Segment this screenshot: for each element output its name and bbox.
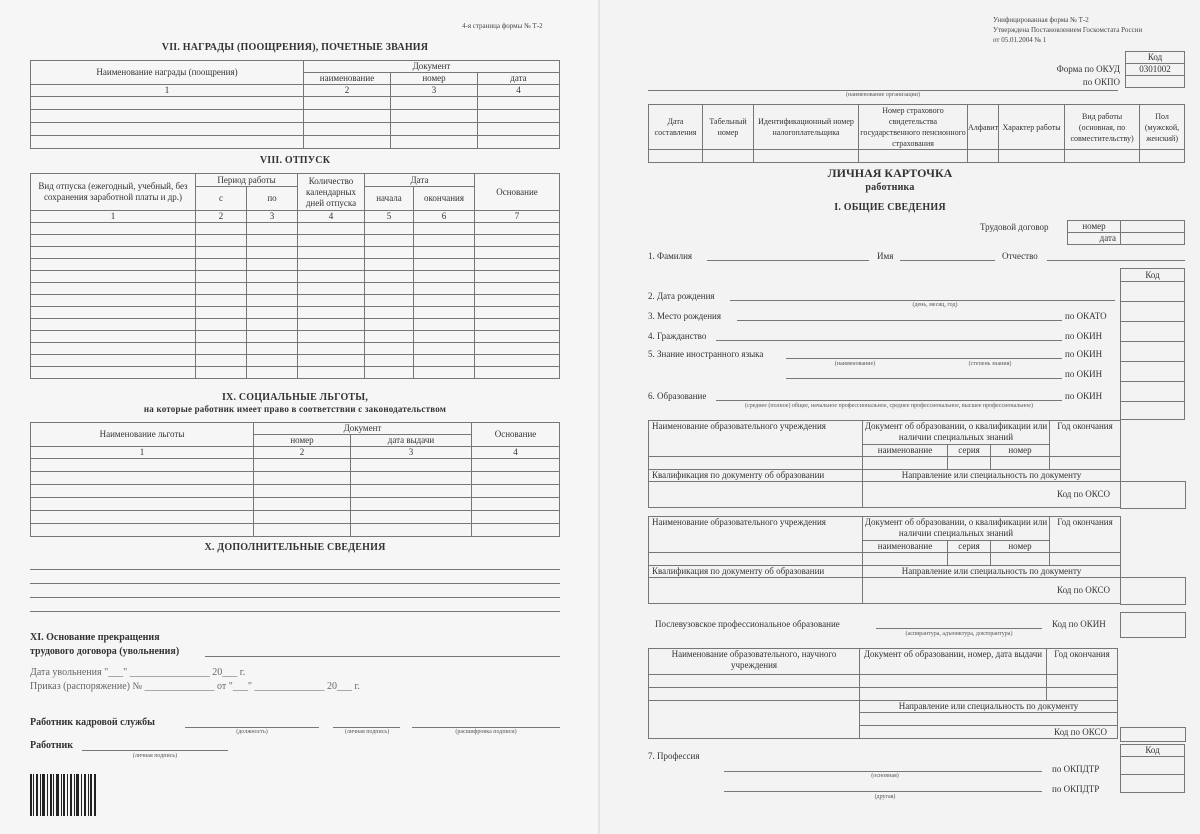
profession-other-caption: (другая) (874, 794, 896, 800)
okpdtr-label-1: по ОКПДТР (1052, 764, 1100, 774)
hr-signature-field[interactable] (333, 727, 400, 728)
birth-place-label: 3. Место рождения (648, 311, 722, 321)
okin-label-language-2: по ОКИН (1065, 369, 1103, 379)
science-table: Наименование образовательного, научного учреждения Документ об образовании, номер, дата выдачи Год окончания Направление или специальность по документу Код по ОКСО (648, 648, 1185, 739)
header-line-1: Унифицированная форма № Т-2 (993, 16, 1089, 24)
header-line-3: от 05.01.2004 № 1 (993, 36, 1047, 44)
section-9-subtitle: на которые работник имеет право в соответствии с законодательством (143, 404, 447, 414)
okso-code-1[interactable] (1120, 481, 1186, 509)
profession-code-column (1120, 744, 1185, 793)
worker-label: Работник (30, 740, 74, 751)
citizenship-label: 4. Гражданство (648, 331, 707, 341)
okud-value: 0301002 (1126, 64, 1185, 76)
table-row[interactable] (31, 355, 560, 367)
table-row[interactable] (31, 223, 560, 235)
num-3: 3 (391, 85, 478, 97)
col-doc-name: наименование (304, 73, 391, 85)
col-basis: Основание (475, 174, 560, 211)
postgrad-okin-code[interactable] (1120, 612, 1186, 638)
okpo-value[interactable] (1126, 76, 1185, 88)
education-table-2: Наименование образовательного учреждения Документ об образовании, о квалификации или наличии специальных знаний Год окончания наименование серия номер Квалификация по документу об образовании Направление или специальность по документу Код по ОКСО (648, 516, 1185, 604)
contract-date-value[interactable] (1121, 233, 1185, 245)
birth-place-field[interactable] (737, 320, 1062, 321)
contract-table (1067, 220, 1185, 245)
extra-line[interactable] (30, 569, 560, 570)
table-row[interactable] (31, 343, 560, 355)
col-benefit-name: Наименование льготы (31, 423, 254, 447)
benefits-table: Наименование льготы Документ Основание номер дата выдачи 1 2 3 4 (30, 422, 560, 537)
language-caption-level: (степень знания) (968, 361, 1012, 367)
surname-label: 1. Фамилия (648, 251, 693, 261)
table-row[interactable] (31, 331, 560, 343)
profession-code-header: Код (1121, 745, 1185, 757)
patronymic-label: Отчество (1002, 251, 1038, 261)
table-row[interactable] (31, 97, 560, 110)
table-row[interactable] (31, 524, 560, 537)
hr-label: Работник кадровой службы (30, 717, 155, 728)
code-header: Код (1121, 269, 1185, 282)
okin-label-language: по ОКИН (1065, 349, 1103, 359)
table-row[interactable] (649, 553, 1186, 566)
col-end: окончания (414, 187, 475, 211)
table-row[interactable] (649, 150, 1185, 163)
card-title: ЛИЧНАЯ КАРТОЧКА (827, 166, 953, 180)
table-row[interactable] (31, 367, 560, 379)
code-label: Код (1126, 52, 1185, 64)
table-row[interactable] (31, 247, 560, 259)
table-row[interactable] (31, 511, 560, 524)
section-7-title: VII. НАГРАДЫ (ПООЩРЕНИЯ), ПОЧЕТНЫЕ ЗВАНИЯ (161, 42, 429, 53)
caption-position: (должность) (236, 729, 268, 735)
col-basis: Основание (472, 423, 560, 447)
section-11-title-2: трудового договора (увольнения) (30, 646, 180, 657)
postgrad-caption: (аспирантура, адъюнктура, докторантура) (905, 631, 1013, 637)
table-row[interactable] (31, 283, 560, 295)
vacation-table: Вид отпуска (ежегодный, учебный, без сохранения заработной платы и др.) Период работы Количество календарных дней отпуска Дата Основание с по начала окончания 1 2 3 4 5 6 7 (30, 173, 560, 379)
okato-label: по ОКАТО (1065, 311, 1107, 321)
table-row[interactable] (31, 459, 560, 472)
col-number: номер (254, 435, 351, 447)
col-start: начала (365, 187, 414, 211)
col-document: Документ (304, 61, 560, 73)
order-number[interactable]: Приказ (распоряжение) № ______________ от "___" ______________ 20___ г. (30, 681, 360, 692)
birth-date-field[interactable] (730, 300, 1115, 301)
card-header-table: Дата составления Табельный номер Идентификационный номер налогоплательщика Номер страхового свидетельства государственного пенсионного страхования Алфавит Характер работы Вид работы (основная, по совместительству) Пол (мужской, женский) (648, 104, 1185, 163)
table-row[interactable] (31, 319, 560, 331)
postgrad-label: Послевузовское профессиональное образование (655, 619, 840, 629)
citizenship-field[interactable] (716, 340, 1062, 341)
postgrad-okin-label: Код по ОКИН (1052, 619, 1106, 629)
birth-date-caption: (день, месяц, год) (912, 302, 958, 308)
dismissal-date[interactable]: Дата увольнения "___" ________________ 20___ г. (30, 667, 246, 678)
education-table-1: Наименование образовательного учреждения Документ об образовании, о квалификации или наличии специальных знаний Год окончания наименование серия номер Квалификация по документу об образовании Направление или специальность по документу Код по ОКСО (648, 420, 1185, 508)
col-from: с (196, 187, 247, 211)
profession-other-field[interactable] (724, 791, 1042, 792)
col-date: Дата (365, 174, 475, 187)
okso-code-3[interactable] (1120, 727, 1186, 742)
personal-code-column (1120, 268, 1185, 420)
col-days: Количество календарных дней отпуска (298, 174, 365, 211)
table-row[interactable] (31, 485, 560, 498)
num-1: 1 (31, 85, 304, 97)
dismissal-basis-field[interactable] (205, 656, 560, 657)
education-field[interactable] (716, 400, 1062, 401)
language-caption-name: (наименование) (834, 361, 876, 367)
col-to: по (247, 187, 298, 211)
contract-label: Трудовой договор (980, 222, 1049, 232)
table-row[interactable] (31, 307, 560, 319)
extra-line[interactable] (30, 611, 560, 612)
name-label: Имя (877, 251, 894, 261)
surname-field[interactable] (707, 260, 869, 261)
okin-label-education: по ОКИН (1065, 391, 1103, 401)
table-row[interactable] (31, 123, 560, 136)
worker-signature-field[interactable] (82, 750, 228, 751)
table-row[interactable] (31, 271, 560, 283)
caption-signature: (личная подпись) (344, 729, 390, 735)
table-row[interactable] (649, 688, 1186, 701)
table-row[interactable] (31, 136, 560, 149)
table-row[interactable] (649, 675, 1186, 688)
education-caption: (среднее (полное) общее, начальное профессиональное, среднее профессиональное, высшее профессиональное) (745, 403, 1033, 409)
contract-date-label: дата (1068, 233, 1121, 245)
card-subtitle: работника (865, 182, 915, 193)
caption-decoding: (расшифровка подписи) (455, 729, 517, 735)
table-row[interactable] (31, 295, 560, 307)
organization-field[interactable] (648, 90, 1118, 91)
table-row[interactable] (31, 498, 560, 511)
table-row[interactable] (31, 110, 560, 123)
profession-main-field[interactable] (724, 771, 1042, 772)
birth-date-label: 2. Дата рождения (648, 291, 715, 301)
patronymic-field[interactable] (1047, 260, 1185, 261)
col-doc-date: дата (478, 73, 560, 85)
hr-decoding-field[interactable] (412, 727, 560, 728)
header-line-2: Утверждена Постановлением Госкомстата России (993, 26, 1143, 34)
language-field-2[interactable] (786, 378, 1062, 379)
section-11-title-1: XI. Основание прекращения (30, 632, 160, 643)
okud-label: Форма по ОКУД (1056, 64, 1120, 74)
code-box (1125, 51, 1185, 88)
hr-position-field[interactable] (185, 727, 319, 728)
okpo-label: по ОКПО (1082, 77, 1120, 87)
profession-main-caption: (основная) (871, 773, 899, 779)
caption-worker-signature: (личная подпись) (132, 753, 178, 759)
table-row[interactable] (31, 259, 560, 271)
section-10-title: X. ДОПОЛНИТЕЛЬНЫЕ СВЕДЕНИЯ (204, 542, 386, 553)
okin-label-citizenship: по ОКИН (1065, 331, 1103, 341)
org-caption: (наименование организации) (846, 92, 920, 98)
col-period: Период работы (196, 174, 298, 187)
col-document: Документ (254, 423, 472, 435)
col-kind: Вид отпуска (ежегодный, учебный, без сохранения заработной платы и др.) (31, 174, 196, 211)
extra-line[interactable] (30, 597, 560, 598)
num-2: 2 (304, 85, 391, 97)
name-field[interactable] (900, 260, 995, 261)
language-label: 5. Знание иностранного языка (648, 349, 764, 359)
okso-code-2[interactable] (1120, 577, 1186, 605)
section-8-title: VIII. ОТПУСК (259, 155, 331, 166)
col-award: Наименование награды (поощрения) (31, 61, 304, 85)
table-row[interactable] (31, 472, 560, 485)
col-doc-number: номер (391, 73, 478, 85)
extra-line[interactable] (30, 583, 560, 584)
contract-number-label: номер (1068, 221, 1121, 233)
table-row[interactable] (649, 457, 1186, 470)
okpdtr-label-2: по ОКПДТР (1052, 784, 1100, 794)
contract-number-value[interactable] (1121, 221, 1185, 233)
education-label: 6. Образование (648, 391, 707, 401)
section-9-title: IX. СОЦИАЛЬНЫЕ ЛЬГОТЫ, (221, 392, 369, 403)
postgrad-field[interactable] (876, 628, 1042, 629)
barcode-icon (30, 774, 98, 824)
col-issue-date: дата выдачи (351, 435, 472, 447)
language-field[interactable] (786, 358, 1062, 359)
section-1-title: I. ОБЩИЕ СВЕДЕНИЯ (834, 202, 946, 213)
right-page (600, 0, 1200, 834)
profession-label: 7. Профессия (648, 751, 700, 761)
page-note: 4-я страница формы № Т-2 (462, 22, 543, 30)
table-row[interactable] (31, 235, 560, 247)
awards-table (30, 60, 560, 149)
num-4: 4 (478, 85, 560, 97)
